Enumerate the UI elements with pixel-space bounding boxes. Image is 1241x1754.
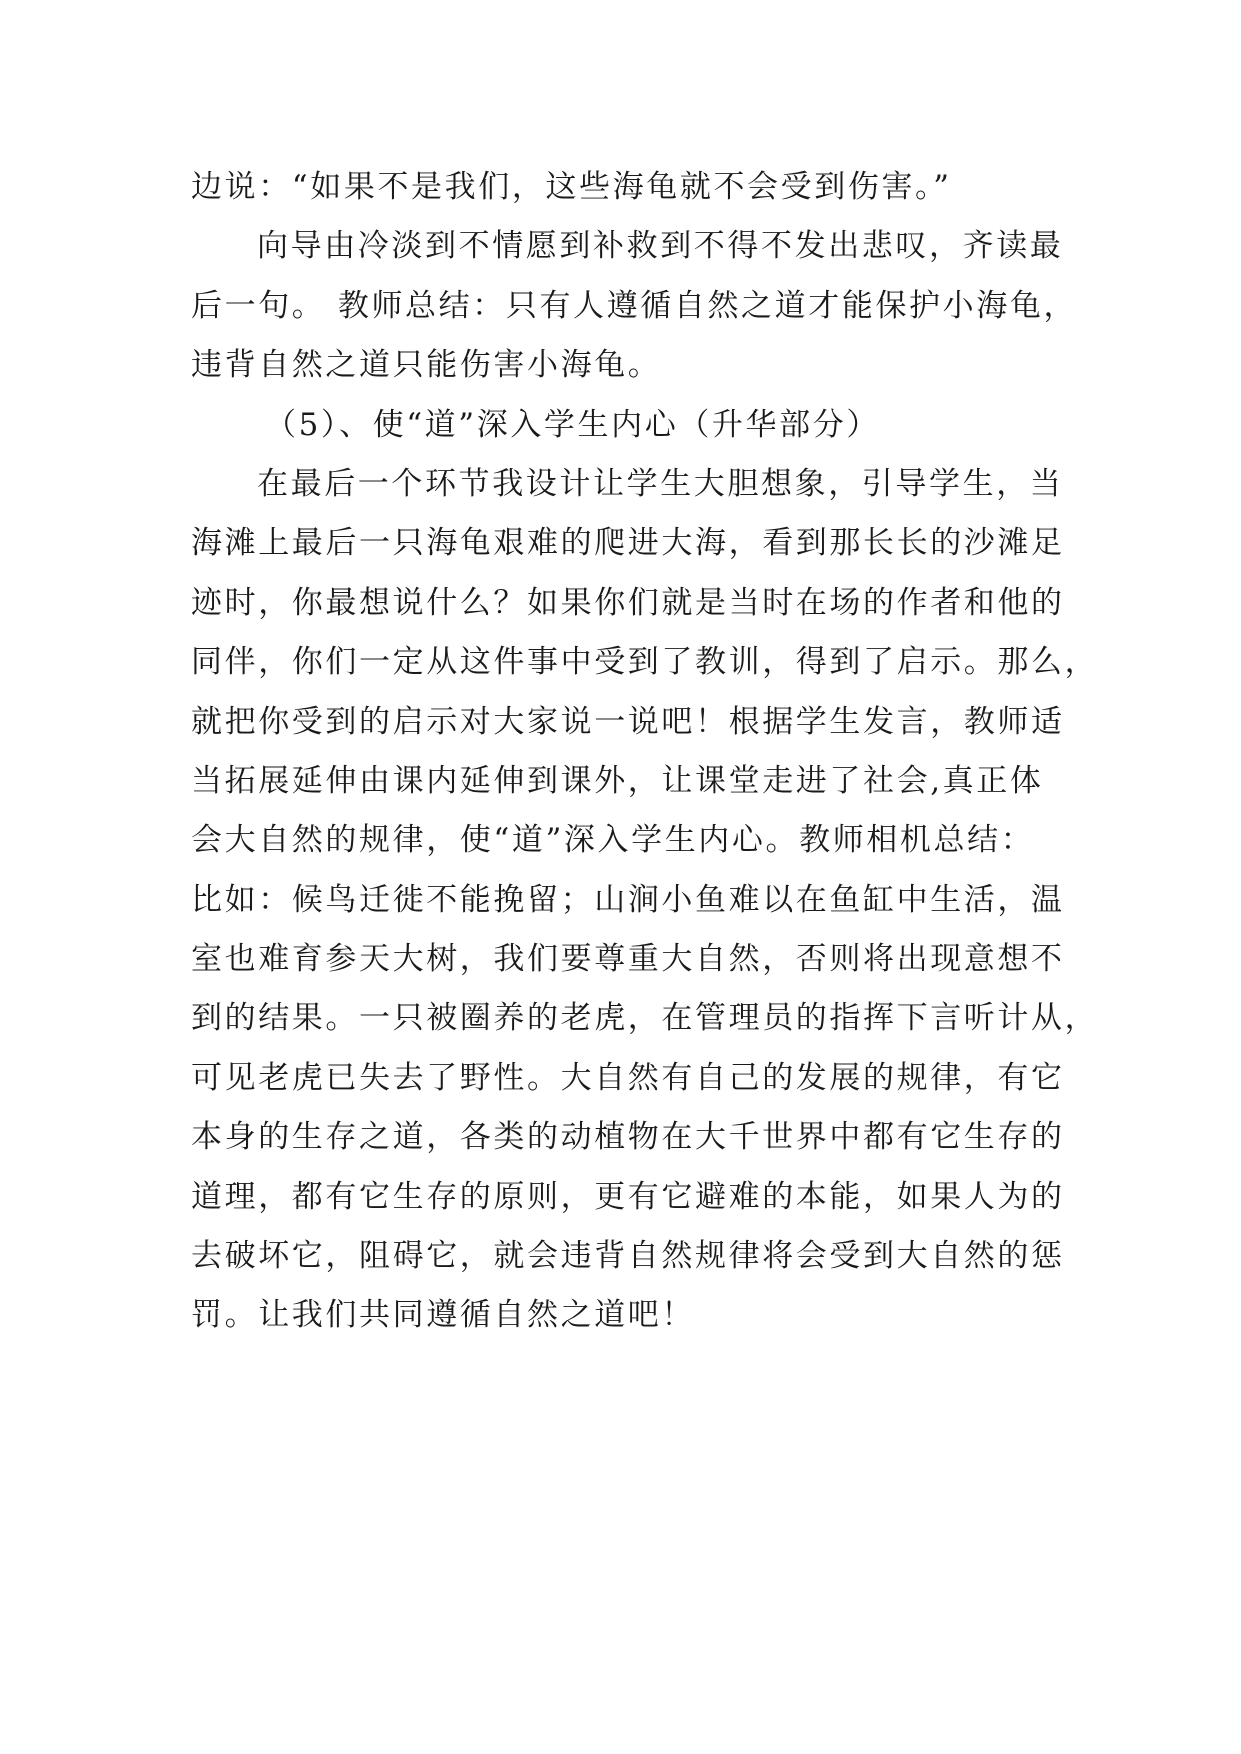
text-line: 边说：“如果不是我们，这些海龟就不会受到伤害。”: [191, 169, 952, 205]
text-line: 海滩上最后一只海龟艰难的爬进大海，看到那长长的沙滩足: [191, 525, 1065, 562]
section-heading: （5）、使“道”深入学生内心（升华部分）: [265, 406, 880, 443]
text-line: 可见老虎已失去了野性。大自然有自己的发展的规律，有它: [191, 1059, 1065, 1096]
text-line: 迹时，你最想说什么？如果你们就是当时在场的作者和他的: [191, 584, 1065, 621]
text-line: 后一句。 教师总结：只有人遵循自然之道才能保护小海龟，: [191, 287, 1078, 324]
text-line: 向导由冷淡到不情愿到补救到不得不发出悲叹，齐读最: [257, 228, 1064, 265]
text-line: 道理，都有它生存的原则，更有它避难的本能，如果人为的: [191, 1178, 1065, 1215]
text-line: 就把你受到的启示对大家说一说吧！根据学生发言，教师适: [191, 703, 1065, 740]
text-line: 室也难育参天大树，我们要尊重大自然，否则将出现意想不: [191, 941, 1065, 978]
text-line: 比如：候鸟迁徙不能挽留；山涧小鱼难以在鱼缸中生活，温: [191, 881, 1065, 918]
text-line: 违背自然之道只能伤害小海龟。: [191, 347, 662, 384]
text-line: 到的结果。一只被圈养的老虎，在管理员的指挥下言听计从，: [191, 1000, 1099, 1037]
document-body: [191, 158, 1099, 1346]
text-line: 在最后一个环节我设计让学生大胆想象，引导学生，当: [257, 465, 1064, 502]
text-line: 去破坏它，阻碍它，就会违背自然规律将会受到大自然的惩: [191, 1238, 1065, 1275]
text-line: 会大自然的规律，使“道”深入学生内心。教师相机总结：: [191, 822, 1035, 859]
text-line: 本身的生存之道，各类的动植物在大千世界中都有它生存的: [191, 1119, 1065, 1156]
text-line: 同伴，你们一定从这件事中受到了教训，得到了启示。那么，: [191, 644, 1099, 681]
text-line: 罚。让我们共同遵循自然之道吧！: [191, 1297, 695, 1334]
text-line: 当拓展延伸由课内延伸到课外，让课堂走进了社会,真正体: [191, 762, 1044, 799]
